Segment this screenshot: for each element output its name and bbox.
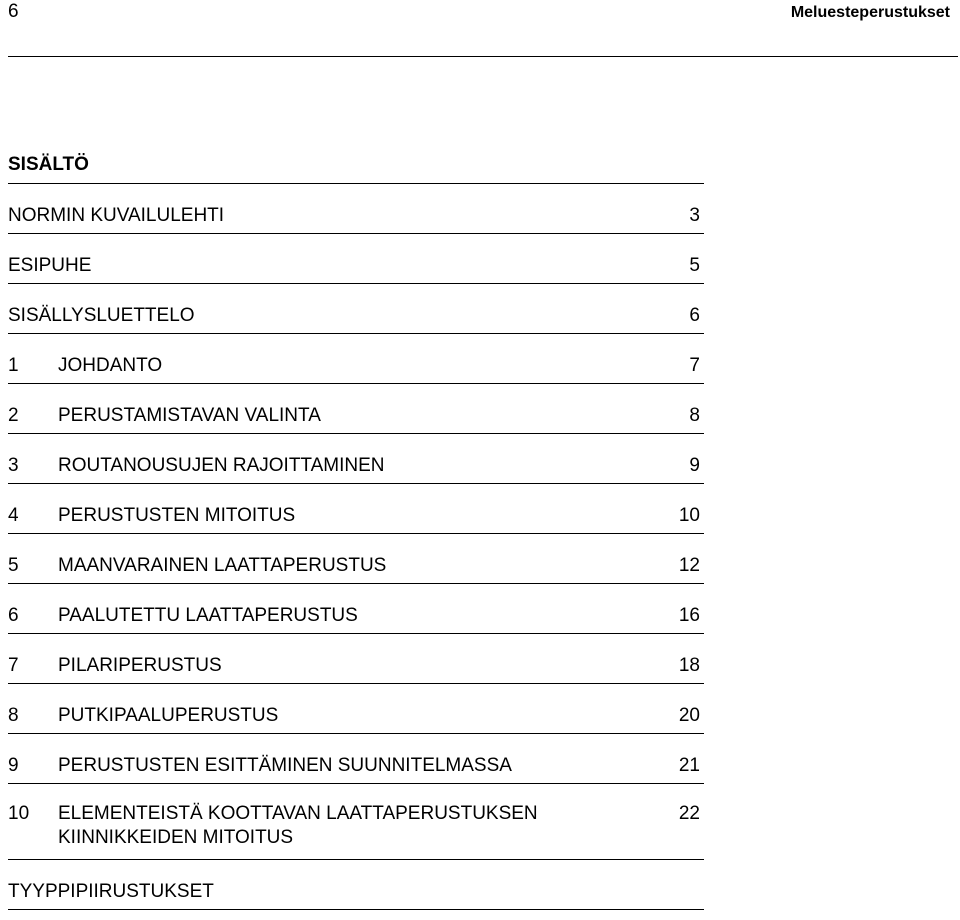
toc-entry-page: 7 (689, 355, 700, 376)
toc-entry-page: 22 (678, 803, 700, 824)
toc-entry-number: 3 (8, 455, 19, 476)
toc-entry-label: ROUTANOUSUJEN RAJOITTAMINEN (58, 455, 385, 476)
toc-entry (8, 234, 704, 284)
toc-entry-page: 20 (678, 705, 700, 726)
toc-entry-label: PUTKIPAALUPERUSTUS (58, 705, 279, 726)
toc-entry (8, 434, 704, 484)
toc-entry-page: 16 (678, 605, 700, 626)
toc-entry (8, 484, 704, 534)
toc-entry (8, 734, 704, 784)
toc-entry-page: 21 (678, 755, 700, 776)
toc-entry-number: 6 (8, 605, 19, 626)
toc-entry-label: ESIPUHE (8, 255, 92, 276)
toc-entry-page: 6 (689, 305, 700, 326)
toc-entry (8, 284, 704, 334)
toc-entry-label: PAALUTETTU LAATTAPERUSTUS (58, 605, 358, 626)
toc-entry-page: 5 (689, 255, 700, 276)
toc-entry-label: MAANVARAINEN LAATTAPERUSTUS (58, 555, 387, 576)
toc-entry-number: 5 (8, 555, 19, 576)
toc-entry-label: PILARIPERUSTUS (58, 655, 222, 676)
toc-entry (8, 534, 704, 584)
toc-entry-page: 10 (678, 505, 700, 526)
toc-entry-number: 7 (8, 655, 19, 676)
toc-entry (8, 634, 704, 684)
toc-entry (8, 184, 704, 234)
page-header (8, 0, 958, 57)
toc-entry-number: 2 (8, 405, 19, 426)
toc-entry-number: 1 (8, 355, 19, 376)
toc-entry (8, 860, 704, 910)
toc-entry-label-line: ELEMENTEISTÄ KOOTTAVAN LAATTAPERUSTUKSEN (58, 803, 538, 824)
table-of-contents (8, 150, 704, 910)
toc-entry-label: SISÄLLYSLUETTELO (8, 305, 195, 326)
toc-entry-number: 10 (8, 803, 30, 824)
toc-entry-number: 4 (8, 505, 19, 526)
toc-entry-page: 12 (678, 555, 700, 576)
toc-entry-page: 8 (689, 405, 700, 426)
toc-entry-label: JOHDANTO (58, 355, 163, 376)
toc-entry-label: PERUSTUSTEN MITOITUS (58, 505, 296, 526)
toc-entry-label (58, 802, 538, 850)
toc-entry (8, 684, 704, 734)
running-title: Meluesteperustukset (790, 4, 950, 21)
toc-entry (8, 784, 704, 860)
toc-entry-number: 8 (8, 705, 19, 726)
toc-entry-label: PERUSTUSTEN ESITTÄMINEN SUUNNITELMASSA (58, 755, 512, 776)
toc-entry-number: 9 (8, 755, 19, 776)
toc-entry-page: 9 (689, 455, 700, 476)
toc-entry (8, 584, 704, 634)
toc-entry-page: 18 (678, 655, 700, 676)
toc-entry (8, 334, 704, 384)
toc-title: SISÄLTÖ (8, 150, 704, 184)
toc-entry-label: NORMIN KUVAILULEHTI (8, 205, 225, 226)
toc-entry (8, 384, 704, 434)
toc-entry-label-line: KIINNIKKEIDEN MITOITUS (58, 827, 294, 848)
toc-entry-label: PERUSTAMISTAVAN VALINTA (58, 405, 321, 426)
toc-entry-page: 3 (689, 205, 700, 226)
toc-entry-label: TYYPPIPIIRUSTUKSET (8, 881, 214, 902)
page-number: 6 (8, 1, 19, 22)
